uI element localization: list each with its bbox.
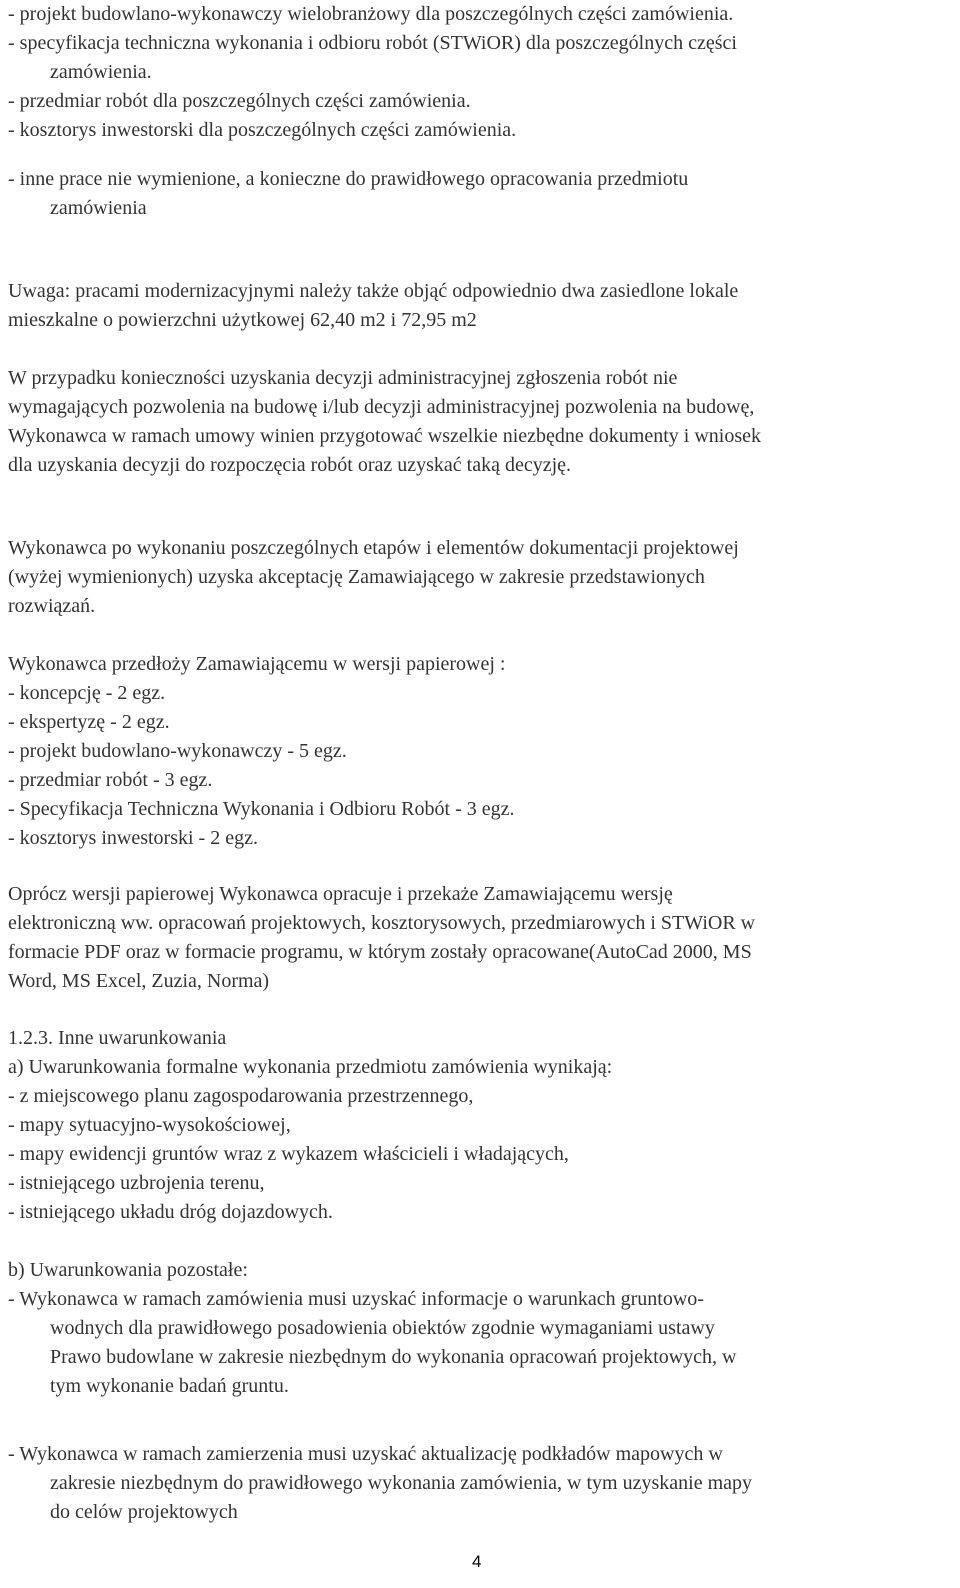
page-number: 4 [472, 1552, 482, 1571]
list-heading: Wykonawca przedłoży Zamawiającemu w wersji papierowej : [8, 653, 506, 675]
paragraph-line: dla uzyskania decyzji do rozpoczęcia robót oraz uzyskać taką decyzję. [8, 454, 572, 476]
list-item: - specyfikacja techniczna wykonania i odbioru robót (STWiOR) dla poszczególnych części [8, 32, 737, 54]
list-item-continuation: zamówienia [50, 197, 147, 219]
list-item: - projekt budowlano-wykonawczy wielobranżowy dla poszczególnych części zamówienia. [8, 3, 734, 25]
note-paragraph-line: mieszkalne o powierzchni użytkowej 62,40 m2 i 72,95 m2 [8, 309, 477, 331]
list-item: - przedmiar robót dla poszczególnych części zamówienia. [8, 90, 471, 112]
paragraph-line: Word, MS Excel, Zuzia, Norma) [8, 970, 270, 992]
paragraph-line: Wykonawca po wykonaniu poszczególnych etapów i elementów dokumentacji projektowej [8, 537, 739, 559]
paragraph-line: formacie PDF oraz w formacie programu, w którym zostały opracowane(AutoCad 2000, MS [8, 941, 752, 963]
list-item-continuation: tym wykonanie badań gruntu. [50, 1375, 289, 1397]
list-item: - istniejącego uzbrojenia terenu, [8, 1172, 265, 1194]
list-item: - projekt budowlano-wykonawczy - 5 egz. [8, 740, 347, 762]
paragraph-line: Wykonawca w ramach umowy winien przygotować wszelkie niezbędne dokumenty i wniosek [8, 425, 762, 447]
paragraph-line: wymagających pozwolenia na budowę i/lub decyzji administracyjnej pozwolenia na budowę, [8, 396, 755, 418]
list-item-continuation: zamówienia. [50, 61, 152, 83]
list-item: - kosztorys inwestorski dla poszczególnych części zamówienia. [8, 119, 517, 141]
paragraph-line: rozwiązań. [8, 595, 96, 617]
list-item: - z miejscowego planu zagospodarowania przestrzennego, [8, 1085, 474, 1107]
note-paragraph-line: Uwaga: pracami modernizacyjnymi należy także objąć odpowiednio dwa zasiedlone lokale [8, 280, 739, 302]
paragraph-line: Oprócz wersji papierowej Wykonawca opracuje i przekaże Zamawiającemu wersję [8, 883, 673, 905]
list-item-continuation: Prawo budowlane w zakresie niezbędnym do wykonania opracowań projektowych, w [50, 1346, 737, 1368]
list-item-continuation: wodnych dla prawidłowego posadowienia obiektów zgodnie wymaganiami ustawy [50, 1317, 715, 1339]
paragraph-line: elektroniczną ww. opracowań projektowych, kosztorysowych, przedmiarowych i STWiOR w [8, 912, 756, 934]
list-heading: b) Uwarunkowania pozostałe: [8, 1259, 248, 1281]
list-item: - Wykonawca w ramach zamówienia musi uzyskać informacje o warunkach gruntowo- [8, 1288, 704, 1310]
paragraph-line: a) Uwarunkowania formalne wykonania przedmiotu zamówienia wynikają: [8, 1056, 613, 1078]
paragraph-line: (wyżej wymienionych) uzyska akceptację Zamawiającego w zakresie przedstawionych [8, 566, 705, 588]
list-item: - mapy ewidencji gruntów wraz z wykazem właścicieli i władających, [8, 1143, 569, 1165]
list-item: - ekspertyzę - 2 egz. [8, 711, 170, 733]
paragraph-line: W przypadku konieczności uzyskania decyzji administracyjnej zgłoszenia robót nie [8, 367, 678, 389]
list-item-continuation: zakresie niezbędnym do prawidłowego wykonania zamówienia, w tym uzyskanie mapy [50, 1472, 753, 1494]
list-item: - kosztorys inwestorski - 2 egz. [8, 827, 258, 849]
list-item: - inne prace nie wymienione, a konieczne do prawidłowego opracowania przedmiotu [8, 168, 689, 190]
list-item: - istniejącego układu dróg dojazdowych. [8, 1201, 333, 1223]
list-item: - koncepcję - 2 egz. [8, 682, 166, 704]
list-item: - przedmiar robót - 3 egz. [8, 769, 213, 791]
section-title: 1.2.3. Inne uwarunkowania [8, 1027, 227, 1049]
list-item: - Wykonawca w ramach zamierzenia musi uzyskać aktualizację podkładów mapowych w [8, 1443, 723, 1465]
list-item-continuation: do celów projektowych [50, 1501, 238, 1523]
list-item: - mapy sytuacyjno-wysokościowej, [8, 1114, 291, 1136]
list-item: - Specyfikacja Techniczna Wykonania i Odbioru Robót - 3 egz. [8, 798, 515, 820]
